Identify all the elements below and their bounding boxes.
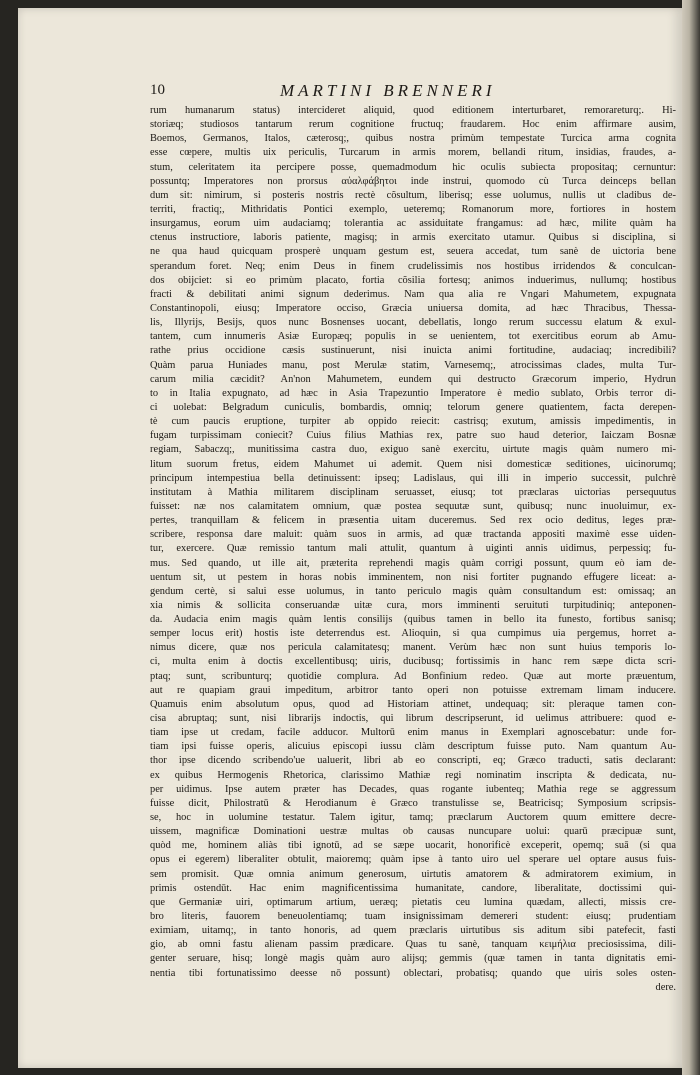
facing-page-edge [682,0,700,1075]
text-line: xia nimis & sollicita conseruandæ uitæ cura, mors imminenti seruituti turpitudiniq; anteponen- [150,599,676,611]
text-line: storiæq; studiosos tantarum rerum cognitione fructuq; fraudarem. Hoc enim affirmare ausim, [150,119,676,131]
text-line: territi, fractiq;, Mithridatis Pontici exemplo, ueteremq; Romanorum more, fortiores in hostem [150,203,676,215]
text-line: possuntq; Imperatores non prorsus αὐαλφάβητοι inde instrui, quomodo cù Turca deinceps bellan [150,175,676,187]
text-line: regiam, Sabaczq;, munitissima castra duo, exiguo sanè exercitu, uirtute magis quàm numero mi- [150,444,676,456]
page-number: 10 [150,82,165,98]
text-line: institutam à Mathia militarem disciplinam seruasset, eiusq; tot præclaras uictorias persequutus [150,486,676,498]
text-line: tantem, cum innumeris Asiæ Europæq; populis in se uenientem, tot exercitibus eorum ab Amu- [150,331,676,343]
text-line: sem promisit. Quæ omnia animum generosum, uirtutis amatorem & admiratorem eximium, in [150,868,676,880]
text-line: fuisse dicit, Philostratū & Herodianum è Græco transtulisse se, Beatricisq; Symposium scripsis- [150,797,676,809]
text-line: rum humanarum status) intercideret aliquid, quod editionem interturbaret, remorareturq;. Hi- [150,105,676,116]
text-line: gendum certè, si salui esse uolumus, in tanto periculo magis quàm consultandum est: omissaq; an [150,585,676,597]
text-line: ctenus instructiore, laboris patiente, magisq; in armis exercitato utamur. Quibus si disciplina, si [150,232,676,244]
text-line: rathe prius occidione cæsis sustinuerunt, nisi inuicta animi fortitudine, audaciaq; incredibili? [150,345,676,357]
text-line: ci uolebat: Belgradum cuniculis, bombardis, omniq; telorum genere quatientem, facta derepen- [150,401,676,413]
text-line: uissem, magnificæ Dominationi uestræ multas ob causas nuncupare uolui: quarū præcipuæ sunt, [150,826,676,838]
text-line: que Germaniæ uiri, optimarum artium, ueræq; pietatis ceu lumina quædam, allecti, missis cre- [150,896,676,908]
text-line: fracti & debilitati animi signum dederimus. Nam qua alia re Vngari Mahumetem, expugnata [150,288,676,300]
text-line: dere. [655,981,676,993]
text-line: semper locus erit) hostis iste deterrendus est. Alioquin, si qua cumpimus uia pergemus, horret a- [150,628,676,640]
text-line: nentia tibi fortunatissimo deesse nō possunt) oblectari, probatisq; quando que uiris soles osten- [150,967,676,979]
text-line: carum milia cæcidit? An'non Mahumetem, eundem qui destructo Græcorum imperio, Hydrun [150,373,676,385]
text-line: tè cum paucis eruptione, turpiter ab oppido reiecit: castrisq; exutum, amissis impedimentis, in [150,416,676,428]
text-line: ptaq; sunt, scribunturq; quotidie complura. Ad Bonfinium redeo. Quæ aut morte præuentum, [150,670,676,682]
text-line: aut re quapiam graui impeditum, arbitror tanto operi non potuisse extremam limam inducere. [150,684,676,696]
text-line: scribere, responsa dare maluit: quàm suos in armis, ad quæ tractanda appositi maximè esse uiden- [150,529,676,541]
text-line: ex quibus Hermogenis Rhetorica, clarissimo Mathiæ regi nominatim inscripta & dedicata, nu- [150,769,676,781]
text-line: to in Italia expugnato, ad hæc in Asia Trapezuntio Imperatore è medio sublato, Orbis terror di- [150,387,676,399]
text-line: tiam ipsi fuisse operis, alicuius episcopi iussu clàm descriptum fuisse puto. Nam quantum Au- [150,741,676,753]
text-line: per uidimus. Ipse autem præter has Decades, quas rogante iubenteq; Mathia rege se aggressum [150,783,676,795]
text-line: ne qua haud quicquam prosperè unquam gestum est, seuera accedat, tum sanè de uictoria bene [150,246,676,258]
text-line: quòd me, hominem aliàs tibi ignotū, ad se sæpe uocarit, honorificè exceperit, opemq; suā (si qua [150,840,676,852]
text-line: nimus dicere, quæ nos pericula calamitatesq; manent. Verùm hæc non sunt huius temporis lo- [150,642,676,654]
text-line: tur, exercere. Quæ remissio tantum mali attulit, quantum à uiginti annis uidimus, perpessiq; fu- [150,543,676,555]
text-line: genter seruare, hisq; longè magis quàm auro alijsq; gemmis (quæ tamen in tanta dignitatis emi- [150,953,676,965]
text-line: mus. Sed quando, ut ille ait, præterita reprehendi magis quàm corrigi possunt, quum eò iam de- [150,557,676,569]
text-line: dum sit: nimirum, si posteris nostris rectè cõsultum, liberisq; esse uolumus, nullis ut cladibus de- [150,189,676,201]
text-line: thor ipse dicendo scribendo'ue ualuerit, libri ab eo conscripti, eq; Græco traducti, satis declarant: [150,755,676,767]
text-line: dos obijciet: si eo primùm placato, fortia cõsilia fortesq; animos induerimus, nullumq; hostibus [150,274,676,286]
text-line: stum, celeritatem ita percipere posse, quemadmodum hic oculis subiecta propositaq; cernuntur: [150,161,676,173]
text-line: Quàm parua Huniades manu, post Merulæ statim, Varnesemq;, atrocissimas clades, multa Tur- [150,359,676,371]
text-line: esse cœpere, multis uix periculis, Turcarum in armis morem, bellandi ritum, insidias, fraudes, a- [150,147,676,159]
text-line: lis, Illyrijs, Besijs, quos nunc Bosnenses uocant, debellatis, longo rerum successu elatum & exul- [150,317,676,329]
text-line: se, hoc in uolumine testatur. Talem igitur, tamq; præclarum Auctorem quum emittere decre- [150,812,676,824]
text-line: sperandum foret. Neq; enim Deus in finem crudelissimis nos hostibus irridendos & conculcan- [150,260,676,272]
text-line: da. Audacia enim magis quàm lentis consilijs (quibus tamen in bello ita funesto, fortibus sanisq; [150,614,676,626]
text-line: opus ei egerem) liberaliter obtulit, maioremq; quàm ipse à tanto uiro uel sperare uel optare ausus fuis- [150,854,676,866]
text-line: litum suorum fretus, eidem Mahumet ui ademit. Quem nisi domesticæ seditiones, uicinorumq; [150,458,676,470]
text-line: eximiam, uitamq;, in tanto honoris, ad quem præclaris uirtutibus sis aditum sibi patefecit, fasti [150,925,676,937]
text-line: insurgamus, eorum uim audaciamq; tolerantia ac assiduitate frangamus: ad hæc, milite quàm ha [150,218,676,230]
text-line: Quamuis enim absolutum opus, quod ad Historiam attinet, undequaq; sit: pleraque tamen con- [150,698,676,710]
text-line: fugam turpissimam coniecit? Cuius filius Mathias rex, patre suo haud deterior, Iaiczam Bosnæ [150,430,676,442]
text-line: principum intempestiua bella detinuissent: ipseq; Ladislaus, qui illi in imperio successit, pulchrè [150,472,676,484]
text-line: fuisset: næ nos calamitatem omnium, quæ postea sequutæ sunt, quibusq; nunc inuoluimur, ex- [150,500,676,512]
text-line: tiam ipse ut credam, facile adducor. Multorū enim manus in Exemplari agnoscebatur: unde for- [150,727,676,739]
page-header [150,82,680,102]
body-text [150,104,676,995]
text-line: bro literis, fauorem beneuolentiamq; tuam insignissimam demereri student: eiusq; prudentiam [150,911,676,923]
running-head: MARTINI BRENNERI [280,81,496,100]
text-line: gio, ab omni fastu alienam passim prædicare. Quas tu sanè, tanquam κειμήλια preciosissima, dili- [150,939,676,951]
text-line: primis ostendūt. Hac enim magnificentissima humanitate, candore, liberalitate, doctissimi qui- [150,882,676,894]
text-line: uentum sit, ut pestem in horas nobis imminentem, non nisi fortiter pugnando effugere liceat: a- [150,571,676,583]
text-line: cisa abruptaq; sunt, nisi librarijs indoctis, qui librum descripserunt, id uelimus attribuere: quod e- [150,713,676,725]
text-line: Boemos, Germanos, Italos, cæterosq;, quibus nostra primùm tempestate Turcica arma cognita [150,133,676,145]
text-line: Constantinopoli, eiusq; Imperatore occiso, Græcia uniuersa domita, ad hæc Thracibus, Thessa- [150,302,676,314]
text-line: pertes, tranquillam & felicem in præsentia uitam duceremus. Sed rex ocio deditus, leges præ- [150,515,676,527]
text-line: ci, multa enim à doctis excellentibusq; uiris, ducibusq; fortissimis in hanc rem sæpe dicta scri- [150,656,676,668]
